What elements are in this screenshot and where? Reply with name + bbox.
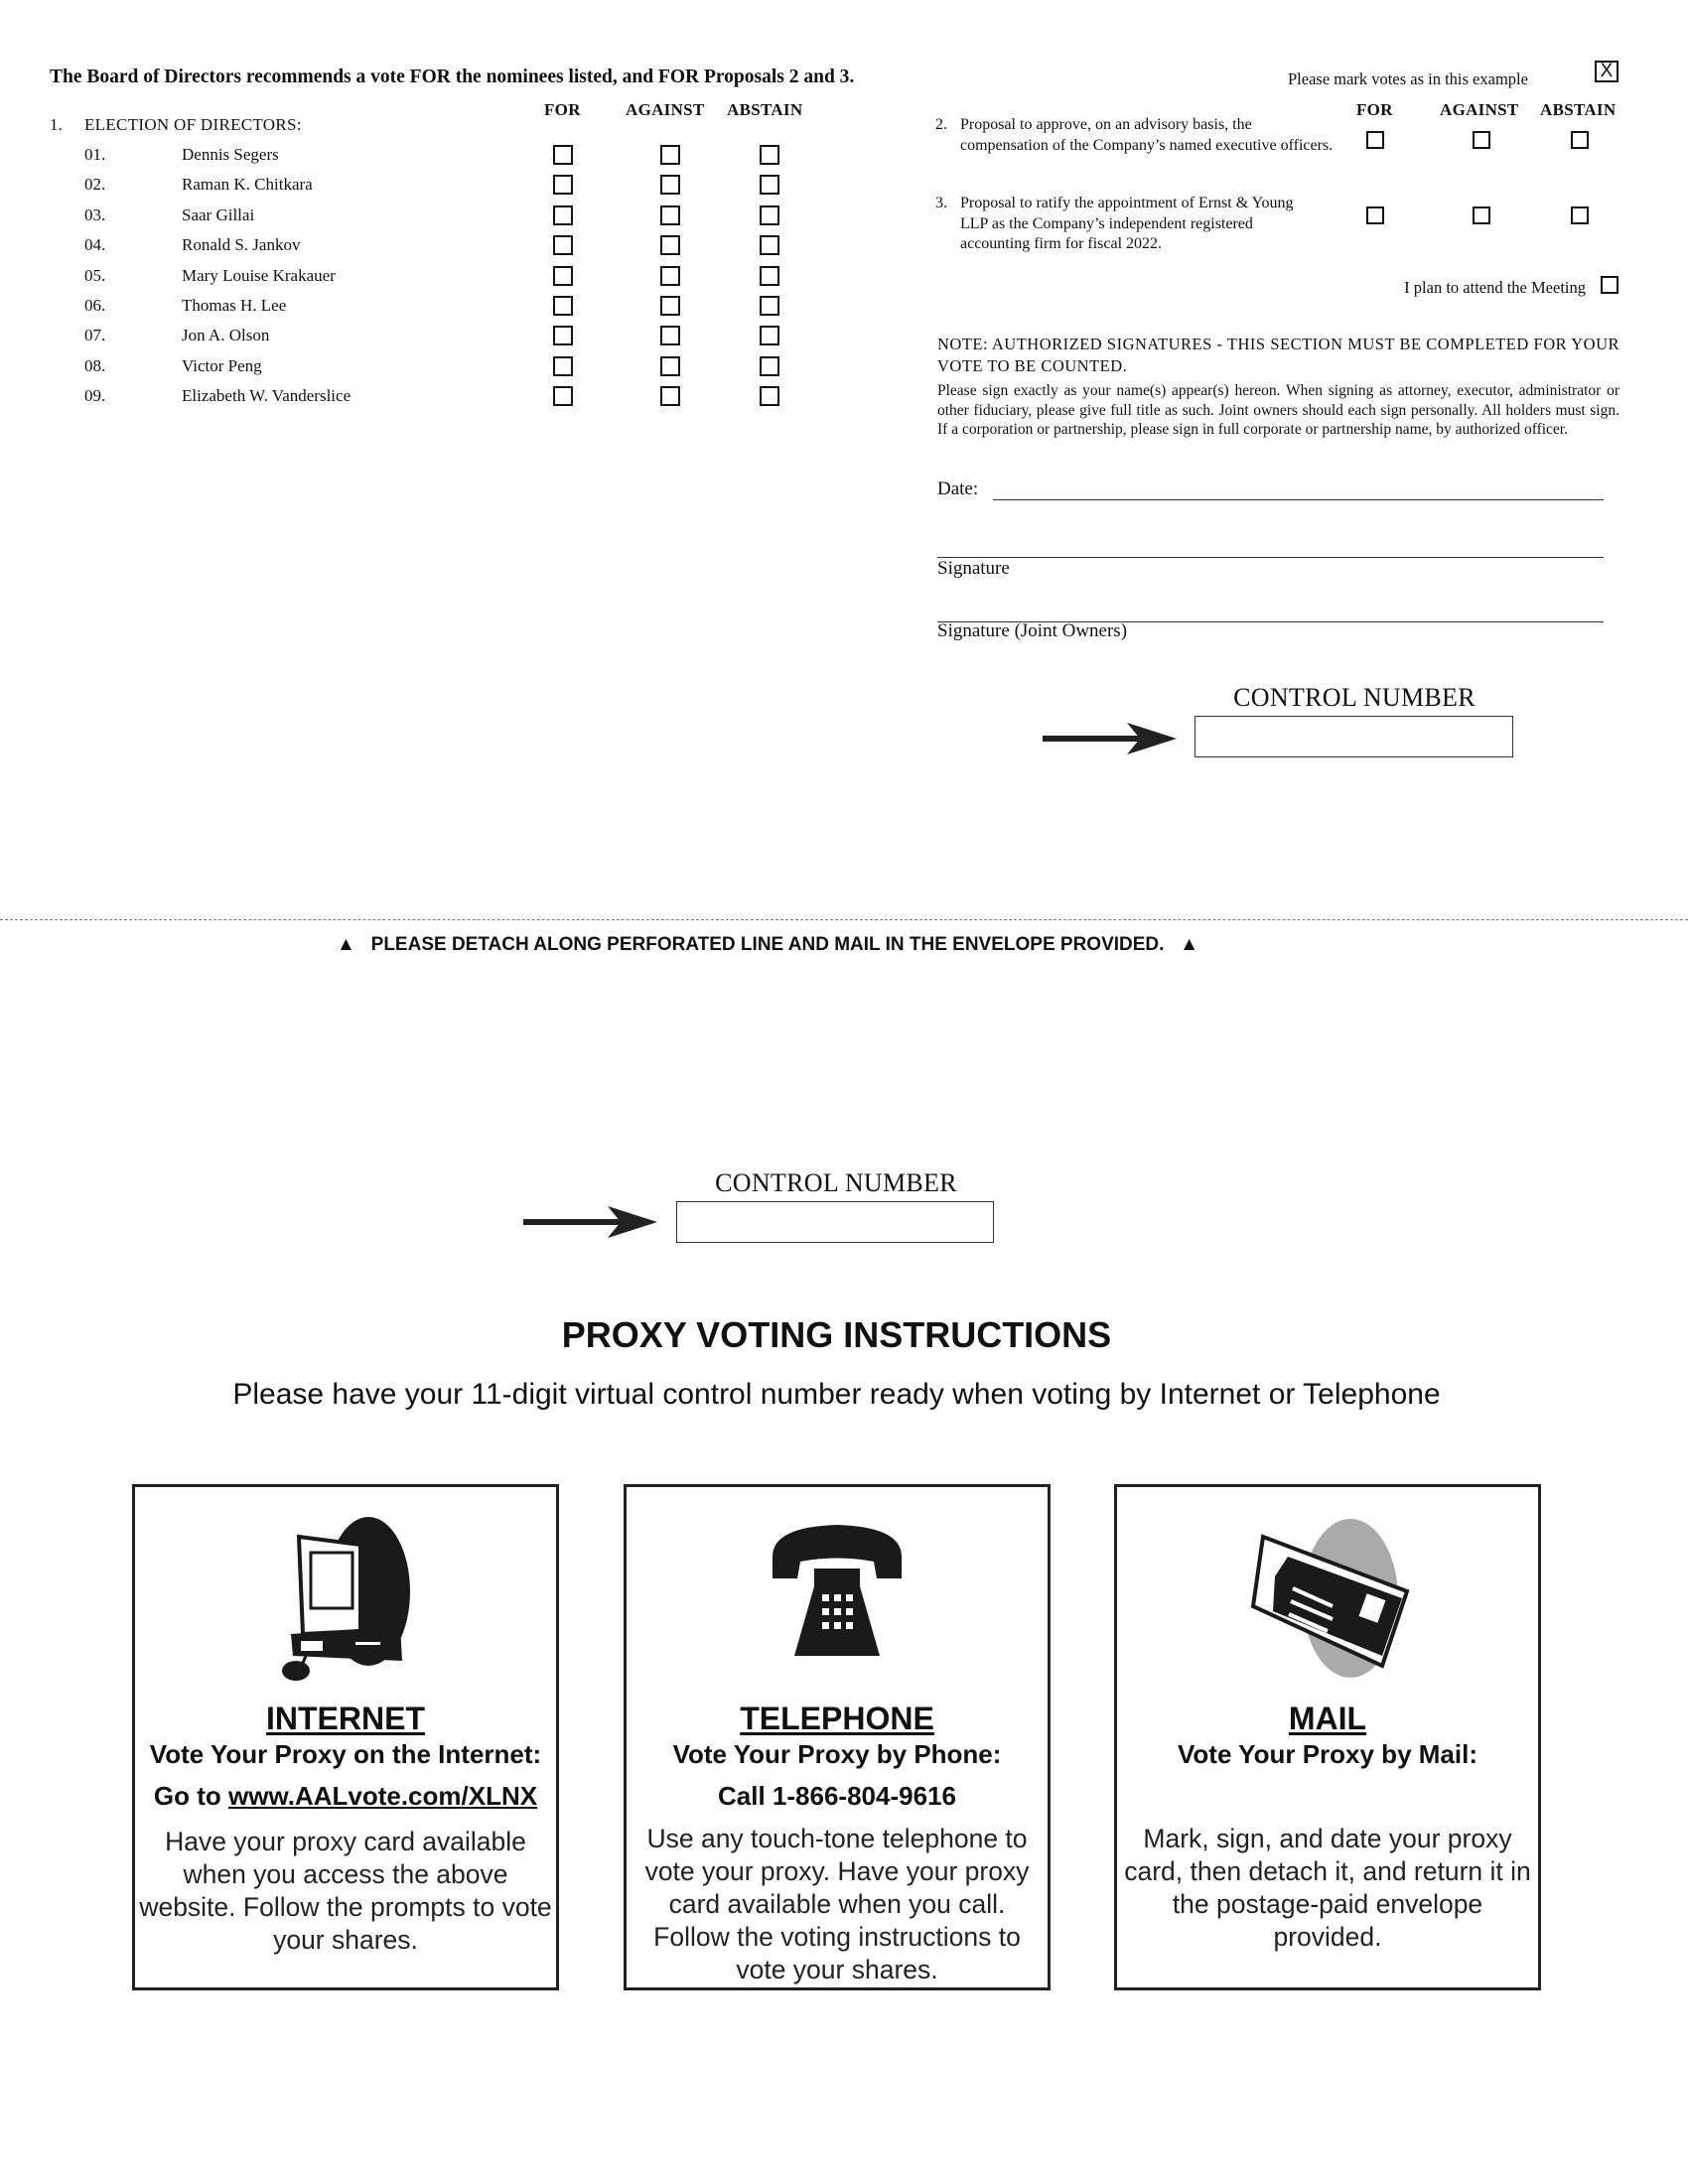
board-recommendation: The Board of Directors recommends a vote FOR the nominees listed, and FOR Proposals 2 and 3. [50, 67, 855, 87]
nominee-name: Jon A. Olson [182, 326, 270, 345]
nominee-for-checkbox[interactable] [553, 296, 573, 316]
nominee-name: Victor Peng [182, 355, 262, 375]
col-against: AGAINST [626, 100, 705, 119]
nominee-against-checkbox[interactable] [660, 386, 680, 406]
mail-icon [1117, 1517, 1538, 1681]
note-body: Please sign exactly as your name(s) appear(s) hereon. When signing as attorney, executor, administrator or other fiduciary, please give full title as such. Joint owners should each sign personally. All holders must sign. If a corporation or partnership, please sign in full corporate or partnership name, by authorized officer. [937, 382, 1619, 438]
nominee-name: Thomas H. Lee [182, 296, 287, 315]
nominee-abstain-checkbox[interactable] [760, 235, 779, 255]
example-checkbox-x-icon: X [1595, 61, 1618, 82]
col-abstain: ABSTAIN [727, 100, 803, 119]
control-number-label-2: CONTROL NUMBER [715, 1168, 957, 1197]
proposal-text: Proposal to ratify the appointment of Ernst & Young LLP as the Company’s independent registered accounting firm for fiscal 2022. [960, 195, 1294, 252]
internet-card [132, 1484, 559, 1990]
signature-field[interactable] [937, 557, 1604, 558]
proposal-number: 3. [935, 195, 947, 211]
date-label: Date: [937, 478, 979, 499]
mail-card [1114, 1484, 1541, 1990]
nominee-abstain-checkbox[interactable] [760, 386, 779, 406]
prop-col-abstain: ABSTAIN [1540, 100, 1617, 119]
election-title: ELECTION OF DIRECTORS: [84, 115, 302, 134]
nominee-name: Raman K. Chitkara [182, 175, 313, 195]
action-prefix: Go to [153, 1781, 228, 1811]
arrow-right-icon [523, 1206, 657, 1238]
nominee-number: 04. [84, 235, 106, 255]
detach-instruction [337, 934, 1198, 956]
telephone-icon [627, 1517, 1048, 1681]
mail-subtitle: Vote Your Proxy by Mail: [1178, 1739, 1477, 1769]
control-number-box-2 [676, 1201, 994, 1243]
proposal-3 [935, 194, 1313, 255]
nominee-name: Mary Louise Krakauer [182, 265, 336, 285]
nominee-against-checkbox[interactable] [660, 326, 680, 345]
nominee-number: 05. [84, 265, 106, 285]
prop-col-for: FOR [1356, 100, 1393, 119]
election-number: 1. [50, 115, 63, 134]
date-field[interactable] [993, 499, 1604, 500]
proposal-2-abstain-checkbox[interactable] [1571, 131, 1589, 149]
computer-icon [135, 1517, 556, 1681]
nominee-against-checkbox[interactable] [660, 266, 680, 286]
internet-action [135, 1781, 556, 1812]
nominee-number: 08. [84, 355, 106, 375]
nominee-number: 03. [84, 205, 106, 224]
instructions-subtitle: Please have your 11-digit virtual control number ready when voting by Internet or Telephone [232, 1378, 1441, 1411]
nominee-against-checkbox[interactable] [660, 205, 680, 225]
nominee-name: Elizabeth W. Vanderslice [182, 386, 352, 406]
col-for: FOR [544, 100, 581, 119]
nominee-for-checkbox[interactable] [553, 205, 573, 225]
nominee-for-checkbox[interactable] [553, 326, 573, 345]
nominee-for-checkbox[interactable] [553, 266, 573, 286]
nominee-number: 06. [84, 296, 106, 315]
nominee-against-checkbox[interactable] [660, 356, 680, 376]
signature-label: Signature [937, 558, 1010, 579]
nominee-number: 09. [84, 386, 106, 406]
nominee-for-checkbox[interactable] [553, 235, 573, 255]
joint-signature-label: Signature (Joint Owners) [937, 620, 1128, 641]
vote-website-link[interactable]: www.AALvote.com/XLNX [228, 1781, 538, 1811]
perforated-line [0, 919, 1688, 920]
nominee-against-checkbox[interactable] [660, 175, 680, 195]
proposal-2 [935, 115, 1342, 156]
example-label: Please mark votes as in this example [1288, 69, 1528, 88]
note-heading: NOTE: AUTHORIZED SIGNATURES - THIS SECTION MUST BE COMPLETED FOR YOUR VOTE TO BE COUNTED. [937, 335, 1619, 375]
mail-heading: MAIL [1288, 1701, 1367, 1736]
nominee-abstain-checkbox[interactable] [760, 145, 779, 165]
proposal-text: Proposal to approve, on an advisory basis, the compensation of the Company’s named executive officers. [960, 116, 1334, 154]
nominee-name: Ronald S. Jankov [182, 235, 301, 255]
attend-checkbox[interactable] [1601, 276, 1618, 294]
nominee-abstain-checkbox[interactable] [760, 326, 779, 345]
instructions-title: PROXY VOTING INSTRUCTIONS [561, 1314, 1112, 1355]
triangle-up-icon: ▲ [1180, 934, 1199, 955]
internet-subtitle: Vote Your Proxy on the Internet: [149, 1739, 542, 1769]
nominee-for-checkbox[interactable] [553, 175, 573, 195]
telephone-heading: TELEPHONE [740, 1701, 934, 1736]
nominee-abstain-checkbox[interactable] [760, 175, 779, 195]
detach-text: PLEASE DETACH ALONG PERFORATED LINE AND MAIL IN THE ENVELOPE PROVIDED. [370, 934, 1165, 955]
nominee-number: 07. [84, 326, 106, 345]
proposal-3-against-checkbox[interactable] [1473, 206, 1490, 224]
proposal-number: 2. [935, 116, 947, 133]
control-number-box [1195, 716, 1513, 757]
triangle-up-icon: ▲ [337, 934, 355, 955]
nominee-name: Saar Gillai [182, 205, 255, 224]
arrow-right-icon [1043, 723, 1177, 754]
nominee-for-checkbox[interactable] [553, 386, 573, 406]
proposal-2-for-checkbox[interactable] [1366, 131, 1384, 149]
telephone-body: Use any touch-tone telephone to vote your proxy. Have your proxy card available when you call. Follow the voting instructions to vote your shares. [644, 1824, 1030, 1984]
nominee-for-checkbox[interactable] [553, 356, 573, 376]
mail-body: Mark, sign, and date your proxy card, then detach it, and return it in the postage-paid envelope provided. [1124, 1824, 1531, 1952]
attend-label: I plan to attend the Meeting [1404, 278, 1586, 297]
proposal-2-against-checkbox[interactable] [1473, 131, 1490, 149]
nominee-number: 02. [84, 175, 106, 195]
nominee-abstain-checkbox[interactable] [760, 205, 779, 225]
internet-heading: INTERNET [266, 1701, 425, 1736]
telephone-subtitle: Vote Your Proxy by Phone: [672, 1739, 1002, 1769]
proposal-3-abstain-checkbox[interactable] [1571, 206, 1589, 224]
nominee-against-checkbox[interactable] [660, 296, 680, 316]
proposal-3-for-checkbox[interactable] [1366, 206, 1384, 224]
telephone-card [624, 1484, 1051, 1990]
nominee-abstain-checkbox[interactable] [760, 296, 779, 316]
prop-col-against: AGAINST [1440, 100, 1519, 119]
nominee-against-checkbox[interactable] [660, 235, 680, 255]
nominee-abstain-checkbox[interactable] [760, 356, 779, 376]
control-number-label: CONTROL NUMBER [1233, 683, 1476, 712]
nominee-number: 01. [84, 145, 106, 164]
nominee-for-checkbox[interactable] [553, 145, 573, 165]
nominee-abstain-checkbox[interactable] [760, 266, 779, 286]
nominee-name: Dennis Segers [182, 145, 279, 164]
internet-body: Have your proxy card available when you access the above website. Follow the prompts to vote your shares. [139, 1827, 552, 1955]
nominee-against-checkbox[interactable] [660, 145, 680, 165]
telephone-number: Call 1-866-804-9616 [718, 1781, 956, 1811]
